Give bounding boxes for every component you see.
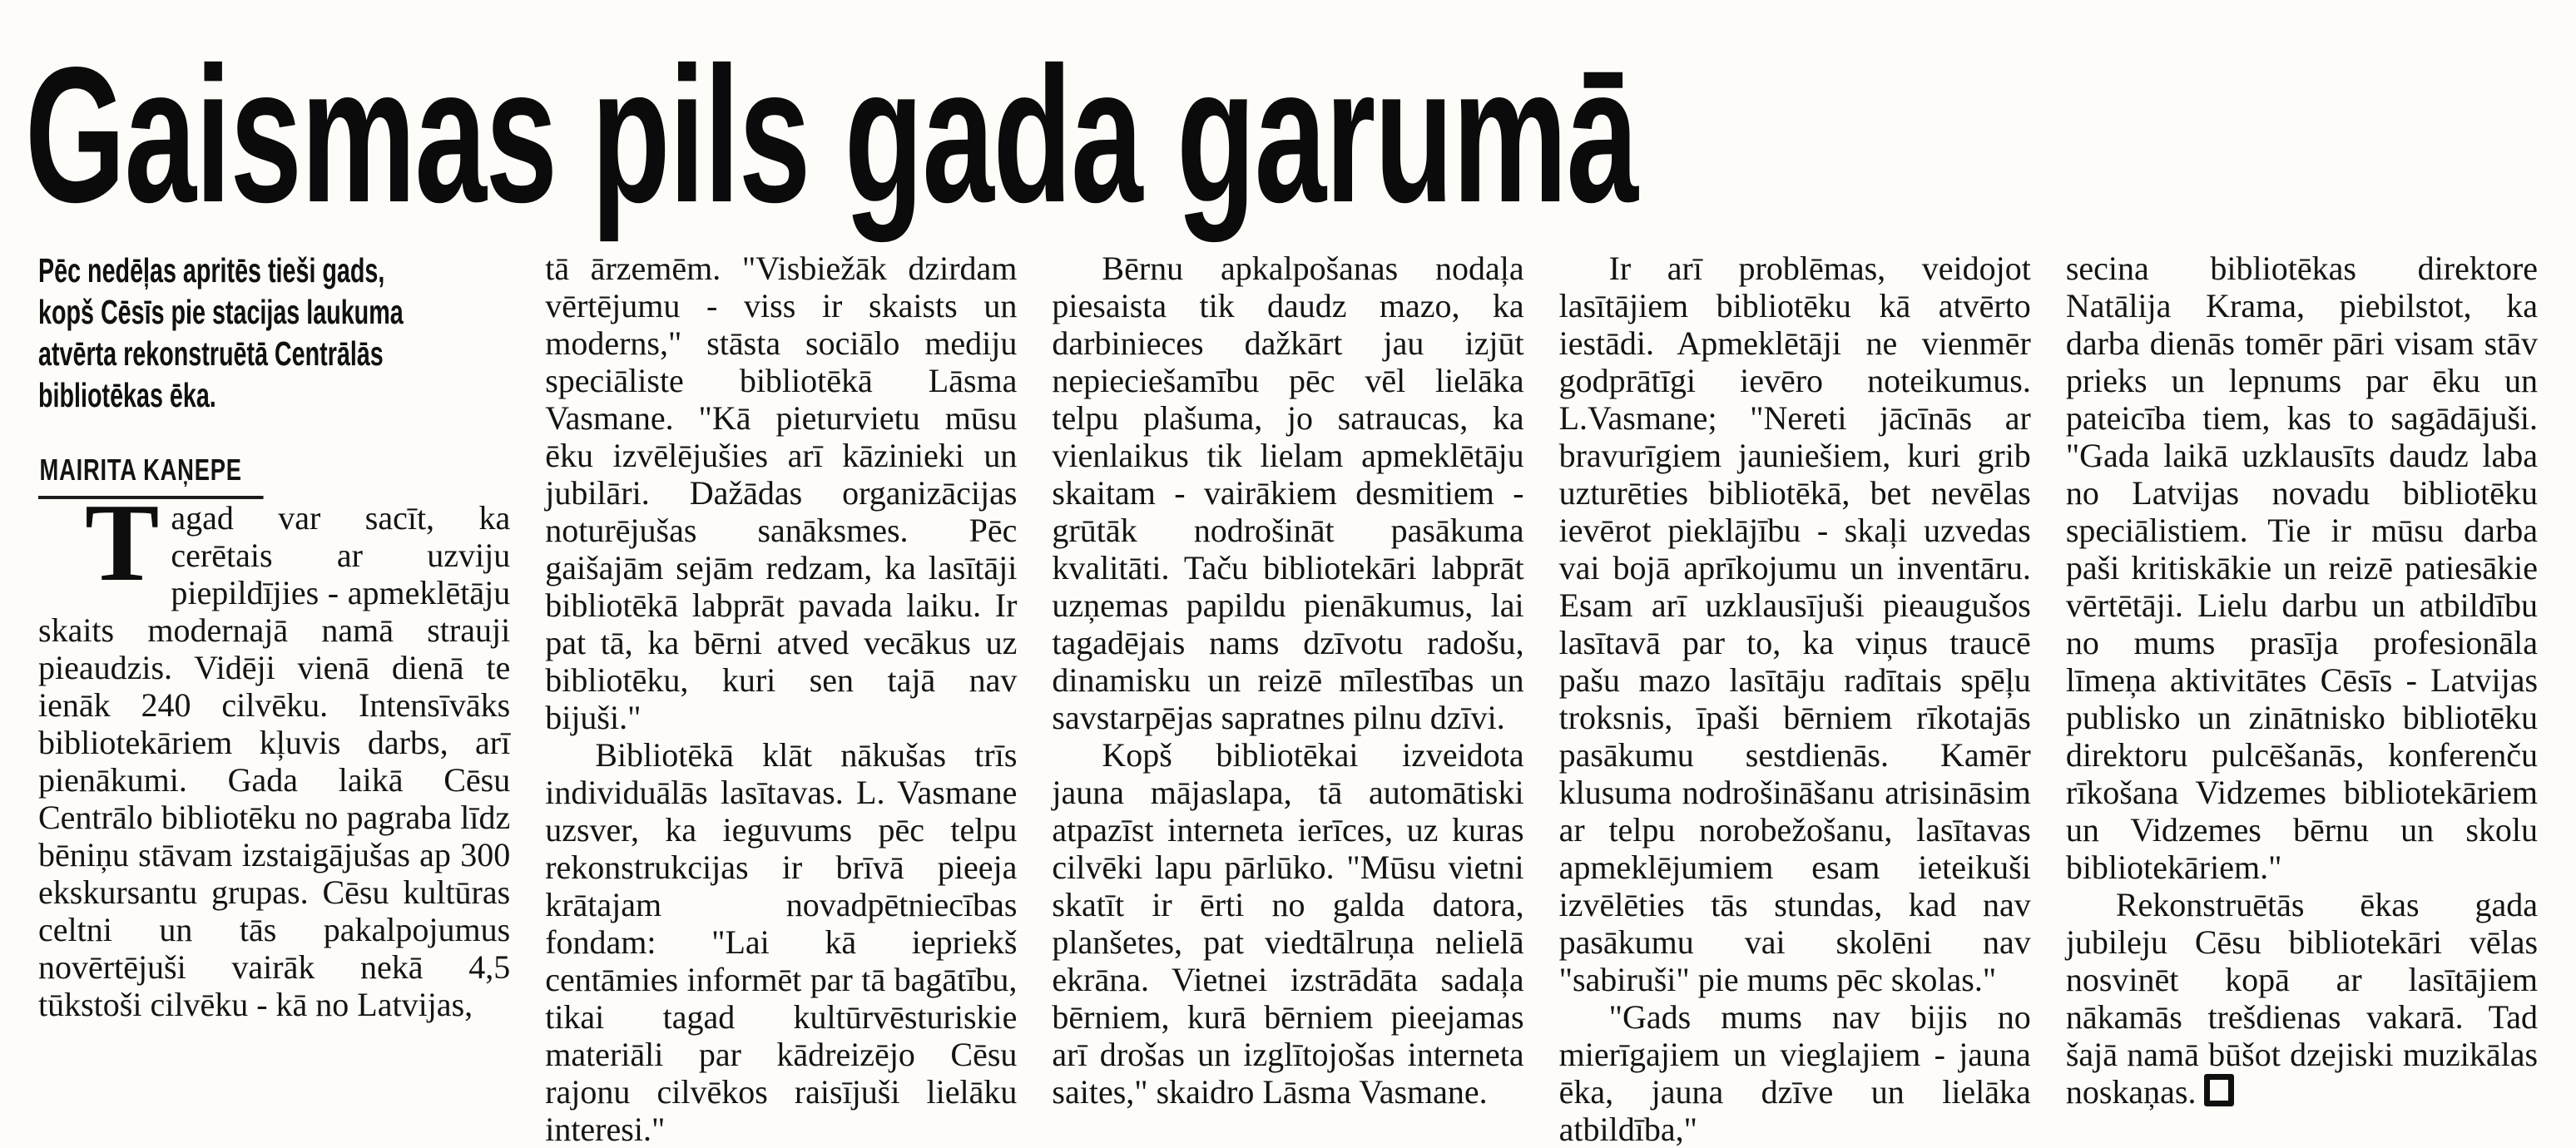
article-column-3 xyxy=(1052,250,1523,1111)
article-paragraph xyxy=(38,481,511,1023)
article-paragraph: tā ārzemēm. "Visbiežāk dzirdam vērtējumu - viss ir skaists un moderns," stāsta sociālo mediju speciāliste bibliotēkā Lāsma Vasmane. "Kā pieturvietu mūsu ēku izvēlējušies arī kāzinieki un jubilāri. Dažādas organizācijas noturējušas sanāksmes. Pēc gaišajām sejām redzam, ka lasītāji bibliotēkā labprāt pavada laiku. Ir pat tā, ka bērni atved vecākus uz bibliotēku, kuri sen tajā nav bijuši." xyxy=(545,250,1018,736)
article-paragraph: secina bibliotēkas direktore Natālija Krama, piebilstot, ka darba dienās tomēr pāri visam stāv prieks un lepnums par ēku un pateicība tiem, kas to sagādājuši. "Gada laikā uzklausīts daudz laba no Latvijas novadu bibliotēku speciālistiem. Tie ir mūsu darba paši kritiskākie un reizē patiesākie vērtētāji. Lielu darbu un atbildību no mums prasīja profesionāla līmeņa aktivitātes Cēsīs - Latvijas publisko un zinātnisko bibliotēku direktoru pulcēšanās, konferenču rīkošana Vidzemes bibliotekāriem un Vidzemes bērnu un skolu bibliotekāriem." xyxy=(2065,250,2539,886)
drop-cap: T xyxy=(85,481,160,604)
byline-row xyxy=(38,453,510,499)
paragraph-text: Rekonstruētās ēkas gada jubileju Cēsu bibliotekāri vēlas nosvinēt kopā ar lasītājiem nākamās trešdienas vakarā. Tad šajā namā būšot dzejiski muzikālas noskaņas. xyxy=(2065,886,2539,1111)
paragraph-text: agad var sacīt, ka cerētais ar uzviju piepildījies - apmeklētāju skaits modernajā namā strauji pieaudzis. Vidēji vienā dienā te ienāk 240 cilvēku. Intensīvāks bibliotekāriem kļuvis darbs, arī pienākumi. Gada laikā Cēsu Centrālo bibliotēku no pagraba līdz bēniņu stāvam izstaigājušas ap 300 ekskursantu grupas. Cēsu kultūras celtni un tās pakalpojumus novērtējuši vairāk nekā 4,5 tūkstoši cilvēku - kā no Latvijas, xyxy=(38,499,511,1023)
article-lead: Pēc nedēļas apritēs tieši gads, kopš Cēsīs pie stacijas laukuma atvērta rekonstruētā Centrālās bibliotēkas ēka. xyxy=(38,251,404,414)
article-columns xyxy=(0,250,2576,1148)
end-of-article-icon xyxy=(2204,1074,2234,1106)
article-byline: MAIRITA KAŅEPE xyxy=(38,453,264,499)
article-paragraph: "Gads mums nav bijis no mierīgajiem un vieglajiem - jauna ēka, jauna dzīve un lielāka atbildība," xyxy=(1558,998,2031,1148)
article-paragraph: Bērnu apkalpošanas nodaļa piesaista tik daudz mazo, ka darbinieces dažkārt jau izjūt nepieciešamību pēc vēl lielāka telpu plašuma, jo satraucas, ka vienlaikus tik lielam apmeklētāju skaitam - vairākiem desmitiem - grūtāk nodrošināt pasākuma kvalitāti. Taču bibliotekāri labprāt uzņemas papildu pienākumus, lai tagadējais nams dzīvotu radošu, dinamisku un reizē mīlestības un savstarpējas sapratnes pilnu dzīvi. xyxy=(1052,250,1524,736)
article-column-2 xyxy=(545,250,1017,1148)
article-paragraph: Kopš bibliotēkai izveidota jauna mājaslapa, tā automātiski atpazīst interneta ierīces, uz kuras cilvēki lapu pārlūko. "Mūsu vietni skatīt ir ērti no galda datora, planšetes, pat viedtālruņa nelielā ekrāna. Vietnei izstrādāta sadaļa bērniem, kurā bērniem pieejamas arī drošas un izglītojošas interneta saites," skaidro Lāsma Vasmane. xyxy=(1052,736,1524,1111)
article-paragraph xyxy=(2066,886,2538,1111)
article-column-5 xyxy=(2066,250,2538,1111)
article-column-4 xyxy=(1559,250,2031,1148)
article-paragraph: Bibliotēkā klāt nākušas trīs individuālās lasītavas. L. Vasmane uzsver, ka ieguvums pēc telpu rekonstrukcijas ir brīvā pieeja krātajam novadpētniecības fondam: "Lai kā iepriekš centāmies informēt par tā bagātību, tikai tagad kultūrvēsturiskie materiāli par kādreizējo Cēsu rajonu cilvēkos raisījuši lielāku interesi." xyxy=(545,736,1018,1148)
article-headline: Gaismas pils gada garumā xyxy=(25,27,1637,243)
article-column-1 xyxy=(38,250,510,1023)
newspaper-page xyxy=(0,22,2576,1148)
article-paragraph: Ir arī problēmas, veidojot lasītājiem bibliotēku kā atvērto iestādi. Apmeklētāji ne vienmēr godprātīgi ievēro noteikumus. L.Vasmane; "Nereti jācīnās ar bravurīgiem jauniešiem, kuri grib uzturēties bibliotēkā, bet nevēlas ievērot pieklājību - skaļi uzvedas vai bojā aprīkojumu un inventāru. Esam arī uzklausījuši pieaugušos lasītavā par to, ka viņus traucē pašu mazo lasītāju radītais spēļu troksnis, īpaši bērniem rīkotajās pasākumu sestdienās. Kamēr klusuma nodrošināšanu atrisināsim ar telpu norobežošanu, lasītavas apmeklējumiem esam ieteikuši izvēlēties tās stundas, kad nav pasākumu vai skolēni nav "sabiruši" pie mums pēc skolas." xyxy=(1558,250,2031,998)
